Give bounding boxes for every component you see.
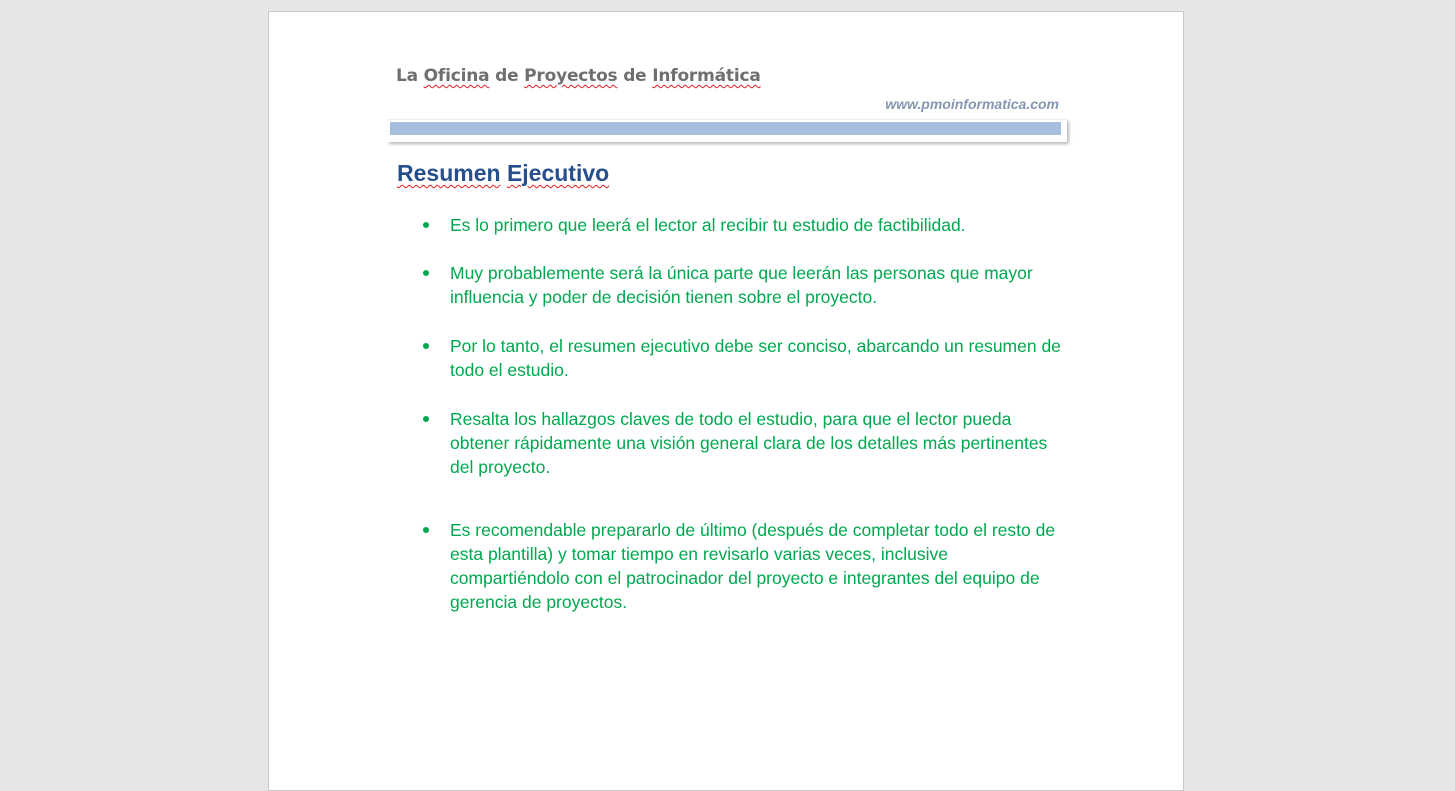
header-title-word: Informática xyxy=(652,66,761,86)
header-title-word: La xyxy=(396,66,424,86)
bullet-text: Muy probablemente será la única parte que leerán las personas que mayor influencia y poder de decisión tienen sobre el proyecto. xyxy=(450,263,1033,307)
heading-word: Resumen xyxy=(397,160,501,186)
document-page xyxy=(268,11,1184,791)
bullet-dot-icon xyxy=(423,416,429,422)
heading-word: Ejecutivo xyxy=(506,160,610,186)
bullet-text: Por lo tanto, el resumen ejecutivo debe ser conciso, abarcando un resumen de todo el estudio. xyxy=(450,336,1061,380)
header-title-word: Proyectos xyxy=(524,66,618,86)
header-divider-bar xyxy=(390,122,1061,135)
header-title-word: de xyxy=(617,66,653,86)
header-title-word: Oficina xyxy=(423,66,490,86)
bullet-dot-icon xyxy=(423,222,429,228)
bullet-dot-icon xyxy=(423,270,429,276)
header-title-word: de xyxy=(489,66,525,86)
bullet-text: Es recomendable prepararlo de último (después de completar todo el resto de esta plantilla) y tomar tiempo en revisarlo varias veces, inclusive compartiéndolo con el patrocinador del proyecto e integrantes del equipo de gerencia de proyectos. xyxy=(450,520,1056,612)
bullet-text: Es lo primero que leerá el lector al recibir tu estudio de factibilidad. xyxy=(450,215,966,235)
header-url: www.pmoinformatica.com xyxy=(885,96,1059,112)
header-title xyxy=(396,66,761,86)
section-heading xyxy=(397,160,609,187)
bullet-text: Resalta los hallazgos claves de todo el estudio, para que el lector pueda obtener rápidamente una visión general clara de los detalles más pertinentes del proyecto. xyxy=(450,409,1048,477)
bullet-dot-icon xyxy=(423,343,429,349)
bullet-dot-icon xyxy=(423,527,429,533)
